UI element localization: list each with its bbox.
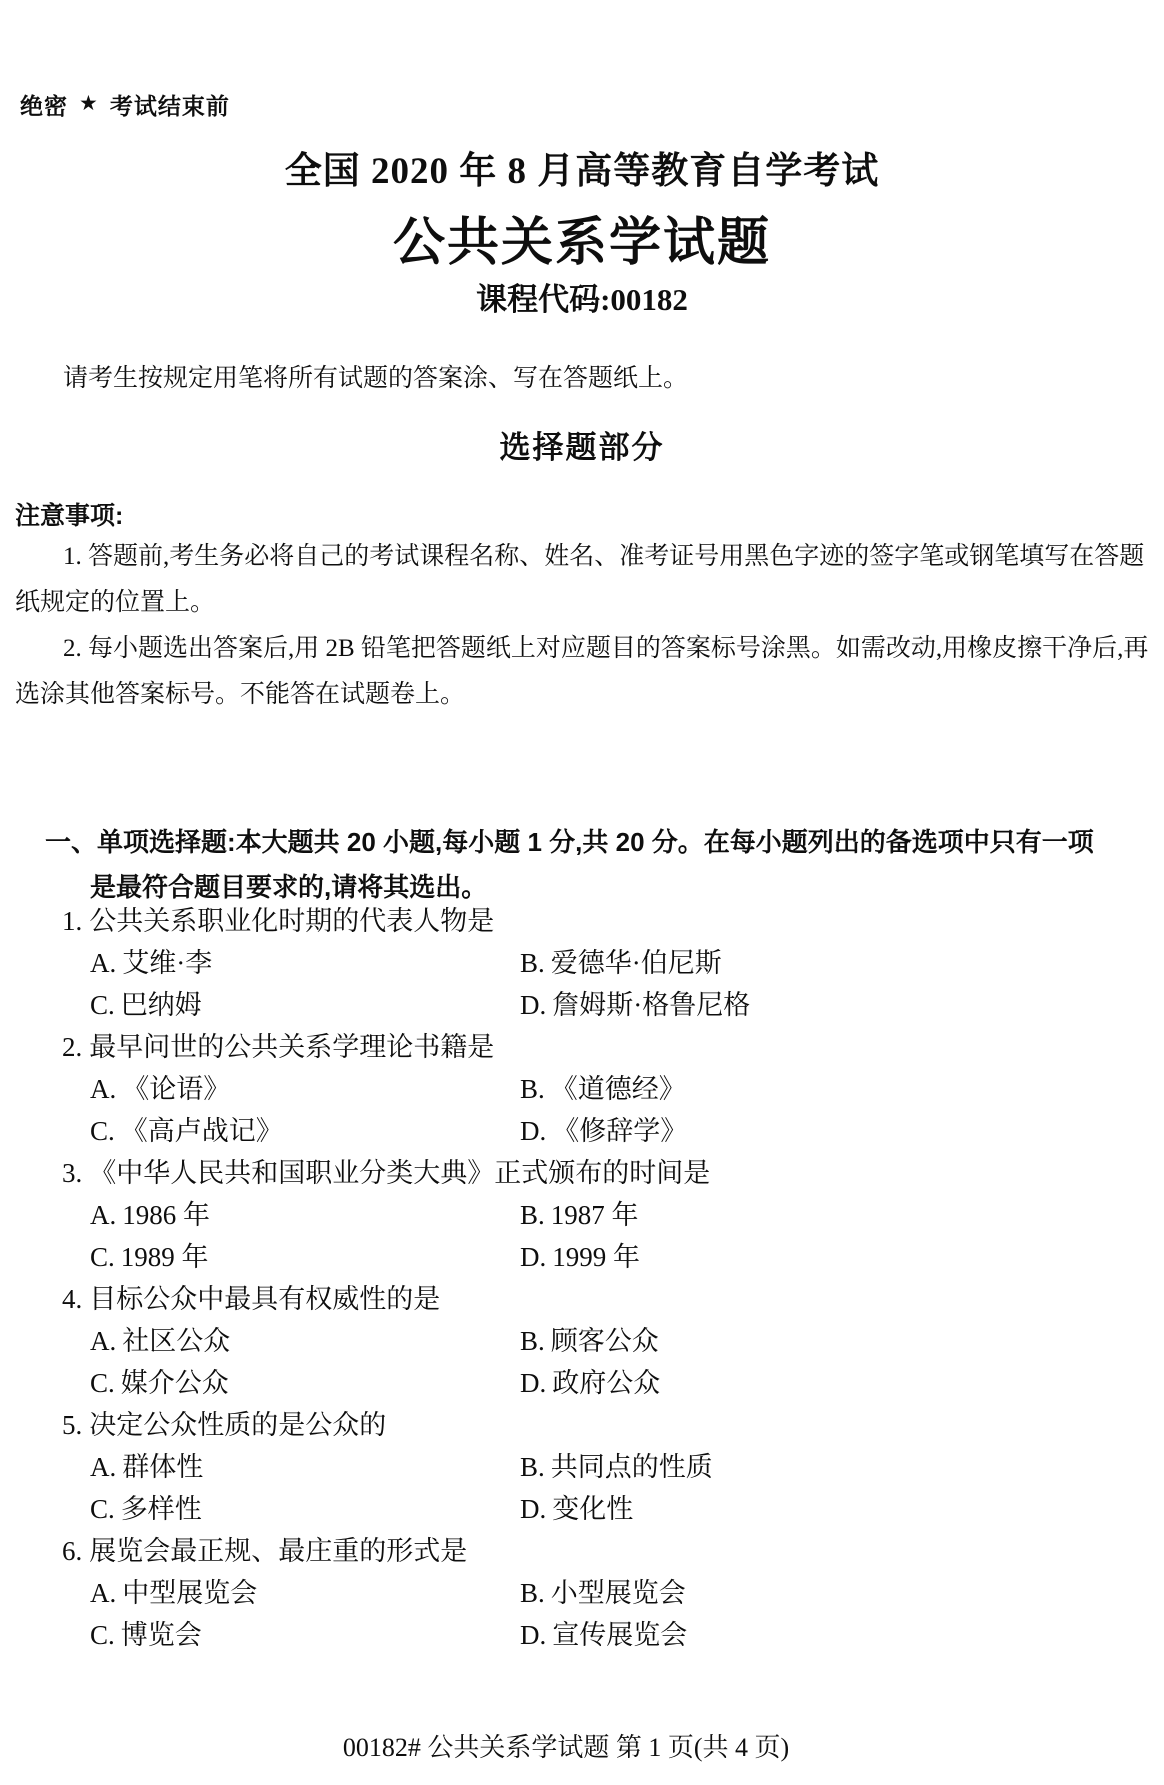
option-row xyxy=(0,1614,1144,1656)
option-a xyxy=(90,1572,520,1614)
question-number: 2. xyxy=(62,1032,83,1062)
question-stem xyxy=(0,900,1144,942)
option-a xyxy=(90,1194,520,1236)
question-text: 《中华人民共和国职业分类大典》正式颁布的时间是 xyxy=(89,1158,711,1188)
option-c xyxy=(90,1614,520,1656)
paper-title: 公共关系学试题 xyxy=(392,214,771,272)
option-row xyxy=(0,1068,1144,1110)
option-row xyxy=(0,1320,1144,1362)
option-row xyxy=(0,1446,1144,1488)
question-3 xyxy=(0,1152,1144,1278)
option-letter: C. xyxy=(90,1116,115,1146)
question-stem xyxy=(0,1026,1144,1068)
option-row xyxy=(0,984,1144,1026)
option-letter: C. xyxy=(90,1368,115,1398)
option-text: 《高卢战记》 xyxy=(120,1116,283,1146)
option-text: 詹姆斯·格鲁尼格 xyxy=(552,990,751,1020)
option-row xyxy=(0,942,1144,984)
option-b xyxy=(520,1320,659,1362)
option-letter: C. xyxy=(90,990,115,1020)
option-a xyxy=(90,1446,520,1488)
option-letter: A. xyxy=(90,948,117,978)
option-text: 《修辞学》 xyxy=(552,1116,688,1146)
option-letter: C. xyxy=(90,1494,115,1524)
option-letter: A. xyxy=(90,1074,117,1104)
exam-session-title: 全国 2020 年 8 月高等教育自学考试 xyxy=(284,151,880,192)
option-letter: A. xyxy=(90,1200,117,1230)
option-letter: B. xyxy=(520,1200,545,1230)
question-stem xyxy=(0,1530,1144,1572)
security-note: 考试结束前 xyxy=(109,93,230,119)
note-item-1: 1. 答题前,考生务必将自己的考试课程名称、姓名、准考证号用黑色字迹的签字笔或钢笔填写在答题纸规定的位置上。 xyxy=(15,543,1145,616)
section-title: 选择题部分 xyxy=(499,430,665,465)
option-b xyxy=(520,1446,713,1488)
option-d xyxy=(520,1236,640,1278)
option-a xyxy=(90,1320,520,1362)
option-row xyxy=(0,1362,1144,1404)
option-letter: D. xyxy=(520,1494,547,1524)
option-text: 爱德华·伯尼斯 xyxy=(550,948,722,978)
question-number: 4. xyxy=(62,1284,83,1314)
option-letter: D. xyxy=(520,990,547,1020)
option-row xyxy=(0,1488,1144,1530)
option-letter: D. xyxy=(520,1242,547,1272)
option-text: 群体性 xyxy=(122,1452,204,1482)
option-letter: D. xyxy=(520,1620,547,1650)
question-number: 5. xyxy=(62,1410,83,1440)
option-letter: D. xyxy=(520,1116,547,1146)
option-letter: C. xyxy=(90,1242,115,1272)
question-text: 最早问世的公共关系学理论书籍是 xyxy=(89,1032,495,1062)
option-letter: A. xyxy=(90,1326,117,1356)
option-c xyxy=(90,1110,520,1152)
option-text: 《论语》 xyxy=(122,1074,231,1104)
option-text: 宣传展览会 xyxy=(552,1620,688,1650)
option-c xyxy=(90,1362,520,1404)
option-text: 《道德经》 xyxy=(550,1074,686,1104)
notes-heading: 注意事项: xyxy=(15,502,124,530)
option-letter: B. xyxy=(520,1578,545,1608)
option-c xyxy=(90,1488,520,1530)
option-letter: B. xyxy=(520,1074,545,1104)
option-row xyxy=(0,1236,1144,1278)
option-letter: A. xyxy=(90,1578,117,1608)
option-text: 政府公众 xyxy=(552,1368,661,1398)
option-row xyxy=(0,1110,1144,1152)
option-text: 多样性 xyxy=(120,1494,202,1524)
option-text: 博览会 xyxy=(120,1620,202,1650)
option-letter: B. xyxy=(520,1452,545,1482)
option-d xyxy=(520,1614,687,1656)
question-stem xyxy=(0,1404,1144,1446)
course-code: 课程代码:00182 xyxy=(476,282,688,317)
question-stem xyxy=(0,1278,1144,1320)
option-text: 社区公众 xyxy=(122,1326,231,1356)
option-text: 中型展览会 xyxy=(122,1578,258,1608)
question-text: 公共关系职业化时期的代表人物是 xyxy=(89,906,495,936)
option-text: 1986 年 xyxy=(122,1200,210,1230)
option-letter: B. xyxy=(520,1326,545,1356)
question-6 xyxy=(0,1530,1144,1656)
question-number: 1. xyxy=(62,906,83,936)
option-a xyxy=(90,1068,520,1110)
security-classification xyxy=(20,88,230,121)
option-letter: D. xyxy=(520,1368,547,1398)
star-icon: ★ xyxy=(79,92,99,115)
question-stem xyxy=(0,1152,1144,1194)
question-text: 目标公众中最具有权威性的是 xyxy=(89,1284,441,1314)
security-label: 绝密 xyxy=(20,93,68,119)
option-d xyxy=(520,1110,687,1152)
option-c xyxy=(90,1236,520,1278)
question-text: 决定公众性质的是公众的 xyxy=(89,1410,387,1440)
option-b xyxy=(520,942,722,984)
option-b xyxy=(520,1572,686,1614)
option-text: 1989 年 xyxy=(120,1242,209,1272)
option-b xyxy=(520,1068,686,1110)
option-d xyxy=(520,984,750,1026)
question-1 xyxy=(0,900,1144,1026)
answer-sheet-notice: 请考生按规定用笔将所有试题的答案涂、写在答题纸上。 xyxy=(63,365,689,392)
question-4 xyxy=(0,1278,1144,1404)
option-letter: A. xyxy=(90,1452,117,1482)
option-letter: C. xyxy=(90,1620,115,1650)
option-row xyxy=(0,1572,1144,1614)
part1-heading: 一、单项选择题:本大题共 20 小题,每小题 1 分,共 20 分。在每小题列出的备选项中只有一项是最符合题目要求的,请将其选出。 xyxy=(45,827,1094,902)
option-text: 变化性 xyxy=(552,1494,634,1524)
option-text: 小型展览会 xyxy=(550,1578,686,1608)
option-letter: B. xyxy=(520,948,545,978)
option-a xyxy=(90,942,520,984)
option-d xyxy=(520,1488,633,1530)
page-footer: 00182# 公共关系学试题 第 1 页(共 4 页) xyxy=(342,1733,790,1762)
note-item-2: 2. 每小题选出答案后,用 2B 铅笔把答题纸上对应题目的答案标号涂黑。如需改动,用橡皮擦干净后,再选涂其他答案标号。不能答在试题卷上。 xyxy=(15,635,1149,708)
option-text: 媒介公众 xyxy=(120,1368,229,1398)
question-2 xyxy=(0,1026,1144,1152)
notes-block xyxy=(15,534,1152,718)
option-text: 巴纳姆 xyxy=(120,990,202,1020)
option-b xyxy=(520,1194,639,1236)
question-list xyxy=(0,900,1144,1656)
option-text: 1999 年 xyxy=(552,1242,640,1272)
option-text: 1987 年 xyxy=(550,1200,639,1230)
question-number: 3. xyxy=(62,1158,83,1188)
option-text: 共同点的性质 xyxy=(550,1452,713,1482)
option-text: 顾客公众 xyxy=(550,1326,659,1356)
option-d xyxy=(520,1362,660,1404)
option-row xyxy=(0,1194,1144,1236)
question-5 xyxy=(0,1404,1144,1530)
question-text: 展览会最正规、最庄重的形式是 xyxy=(89,1536,468,1566)
option-c xyxy=(90,984,520,1026)
option-text: 艾维·李 xyxy=(122,948,213,978)
question-number: 6. xyxy=(62,1536,83,1566)
